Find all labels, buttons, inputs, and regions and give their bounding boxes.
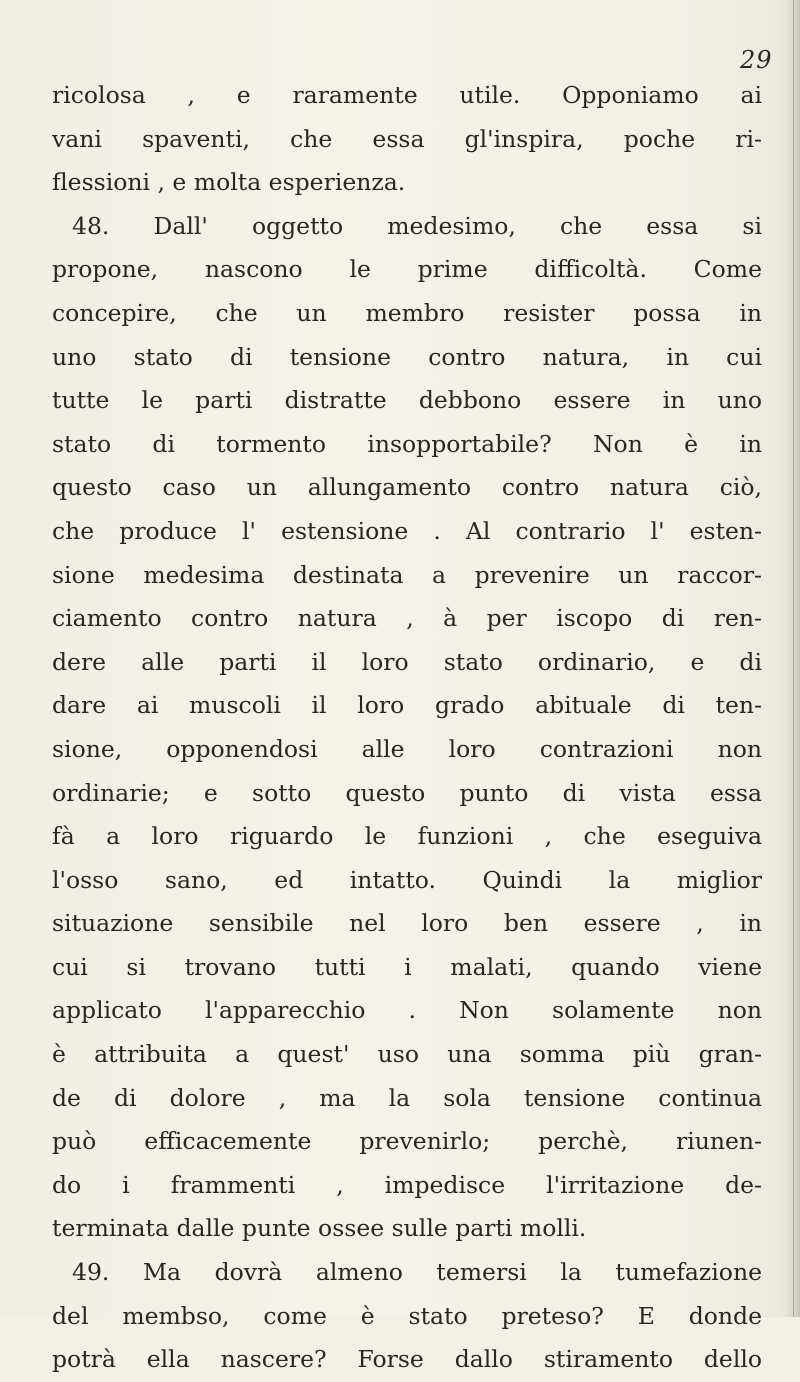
page-edge-line bbox=[793, 0, 794, 1317]
text-line: vani spaventi, che essa gl'inspira, poche ri- bbox=[52, 124, 762, 153]
text-line: concepire, che un membro resister possa in bbox=[52, 298, 762, 327]
text-line: ordinarie; e sotto questo punto di vista essa bbox=[52, 778, 762, 807]
text-line: dare ai muscoli il loro grado abituale di ten- bbox=[52, 691, 762, 720]
text-line: stato di tormento insopportabile? Non è in bbox=[52, 429, 762, 458]
text-line: flessioni , e molta esperienza. bbox=[52, 168, 406, 197]
text-line: de di dolore , ma la sola tensione continua bbox=[52, 1083, 762, 1112]
text-line: propone, nascono le prime difficoltà. Come bbox=[52, 255, 762, 284]
text-line: sione, opponendosi alle loro contrazioni non bbox=[52, 734, 762, 763]
text-line: terminata dalle punte ossee sulle parti molli. bbox=[52, 1214, 587, 1243]
text-line: tutte le parti distratte debbono essere in uno bbox=[52, 386, 762, 415]
text-line: cui si trovano tutti i malati, quando viene bbox=[52, 952, 762, 981]
text-line: do i frammenti , impedisce l'irritazione de- bbox=[52, 1170, 762, 1199]
text-line: situazione sensibile nel loro ben essere , in bbox=[52, 909, 762, 938]
text-line: potrà ella nascere? Forse dallo stiramento dello bbox=[52, 1345, 762, 1374]
text-line: sione medesima destinata a prevenire un raccor- bbox=[52, 560, 762, 589]
text-line: 48. Dall' oggetto medesimo, che essa si bbox=[72, 211, 762, 240]
page-number: 29 bbox=[740, 46, 773, 74]
text-line: questo caso un allungamento contro natura ciò, bbox=[52, 473, 762, 502]
text-line: fà a loro riguardo le funzioni , che eseguiva bbox=[52, 822, 762, 851]
text-line: è attribuita a quest' uso una somma più gran- bbox=[52, 1040, 762, 1069]
text-line: ciamento contro natura , à per iscopo di ren- bbox=[52, 604, 762, 633]
text-line: che produce l' estensione . Al contrario l' esten- bbox=[52, 516, 762, 545]
text-line: l'osso sano, ed intatto. Quindi la miglior bbox=[52, 865, 762, 894]
page-edge-shadow bbox=[782, 0, 800, 1317]
text-line: 49. Ma dovrà almeno temersi la tumefazione bbox=[72, 1258, 762, 1287]
text-line: del membso, come è stato preteso? E donde bbox=[52, 1301, 762, 1330]
text-line: applicato l'apparecchio . Non solamente non bbox=[52, 996, 762, 1025]
body-text bbox=[52, 74, 762, 1382]
text-line: uno stato di tensione contro natura, in cui bbox=[52, 342, 762, 371]
text-line: può efficacemente prevenirlo; perchè, riunen- bbox=[52, 1127, 762, 1156]
text-line: ricolosa , e raramente utile. Opponiamo ai bbox=[52, 81, 762, 109]
text-line: dere alle parti il loro stato ordinario, e di bbox=[52, 647, 762, 676]
